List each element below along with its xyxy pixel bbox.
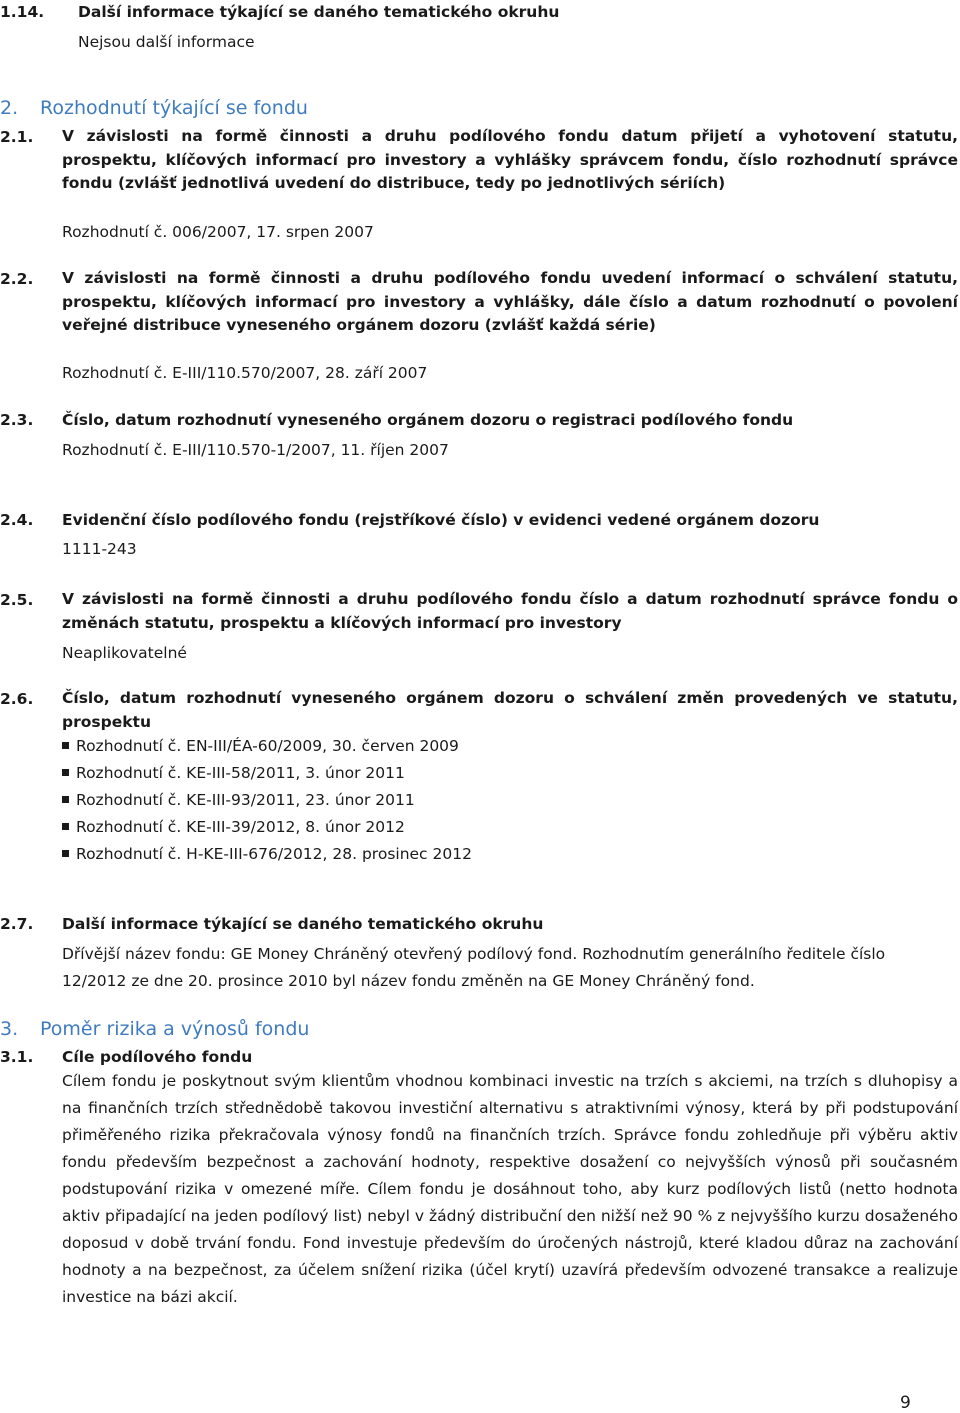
section-text: Rozhodnutí č. E-III/110.570/2007, 28. září 2007: [62, 364, 428, 382]
section-number: 2.7.: [0, 915, 34, 933]
section-text: Rozhodnutí č. 006/2007, 17. srpen 2007: [62, 223, 374, 241]
section-heading: V závislosti na formě činnosti a druhu podílového fondu číslo a datum rozhodnutí správce fondu o změnách statutu, prospektu a klíčových informací pro investory: [62, 590, 958, 632]
section-number: 3.1.: [0, 1048, 34, 1066]
list-item: Rozhodnutí č. KE-III-93/2011, 23. únor 2011: [62, 790, 415, 810]
bullet-square-icon: [62, 769, 69, 776]
section-number: 2.4.: [0, 511, 34, 529]
bullet-square-icon: [62, 823, 69, 830]
section-heading: Číslo, datum rozhodnutí vyneseného orgánem dozoru o schválení změn provedených ve statutu, prospektu: [62, 689, 958, 731]
bullet-square-icon: [62, 796, 69, 803]
section-heading: Cíle podílového fondu: [62, 1048, 253, 1066]
list-item: Rozhodnutí č. KE-III-58/2011, 3. únor 2011: [62, 763, 405, 783]
section-text: Cílem fondu je poskytnout svým klientům vhodnou kombinaci investic na trzích s akciemi, na trzích s dluhopisy a na finančních trzích střednědobě takovou investiční alternativu s atraktivními výnosy, která by při podstupování přiměřeného rizika překračovala výnosy fondů na finančních trzích. Správce fondu zohledňuje při výběru aktiv fondu především bezpečnost a zachování hodnoty, respektive dosažení co nejvyšších výnosů při současném podstupování rizika v omezené míře. Cílem fondu je dosáhnout toho, aby kurz podílových listů (netto hodnota aktiv připadající na jeden podílový list) nebyl v žádný distribuční den nižší než 90 % z nejvyššího kurzu dosaženého doposud v době trvání fondu. Fond investuje především do úročených nástrojů, které kladou důraz na zachování hodnoty a na bezpečnost, za účelem snížení rizika (účel krytí) uzavírá především odvozené transakce a realizuje investice na bázi akcií.: [62, 1072, 958, 1306]
chapter-number: 3.: [0, 1018, 19, 1040]
section-heading: Další informace týkající se daného tematického okruhu: [62, 915, 544, 933]
section-number: 2.2.: [0, 270, 34, 288]
section-text: Nejsou další informace: [78, 33, 255, 51]
bullet-square-icon: [62, 850, 69, 857]
section-number: 2.6.: [0, 690, 34, 708]
section-heading: V závislosti na formě činnosti a druhu podílového fondu uvedení informací o schválení statutu, prospektu, klíčových informací pro investory a vyhlášky, dále číslo a datum rozhodnutí o povolení veřejné distribuce vyneseného orgánem dozoru (zvlášť každá série): [62, 269, 958, 334]
page-number: 9: [900, 1393, 911, 1413]
chapter-heading: Poměr rizika a výnosů fondu: [40, 1018, 310, 1040]
section-heading: Další informace týkající se daného tematického okruhu: [78, 3, 560, 21]
list-item: Rozhodnutí č. H-KE-III-676/2012, 28. prosinec 2012: [62, 844, 472, 864]
section-text: 1111-243: [62, 540, 137, 558]
list-item: Rozhodnutí č. EN-III/ÉA-60/2009, 30. červen 2009: [62, 736, 459, 756]
section-number: 1.14.: [0, 3, 45, 21]
section-heading: V závislosti na formě činnosti a druhu podílového fondu datum přijetí a vyhotovení statutu, prospektu, klíčových informací pro investory a vyhlášky správcem fondu, číslo rozhodnutí správce fondu (zvlášť jednotlivá uvedení do distribuce, tedy po jednotlivých sériích): [62, 127, 958, 192]
section-number: 2.1.: [0, 128, 34, 146]
section-heading: Číslo, datum rozhodnutí vyneseného orgánem dozoru o registraci podílového fondu: [62, 411, 794, 429]
chapter-heading: Rozhodnutí týkající se fondu: [40, 97, 308, 119]
section-text: Dřívější název fondu: GE Money Chráněný otevřený podílový fond. Rozhodnutím generálního ředitele číslo 12/2012 ze dne 20. prosince 2010 byl název fondu změněn na GE Money Chráněný fond.: [62, 945, 886, 990]
section-number: 2.3.: [0, 411, 34, 429]
section-heading: Evidenční číslo podílového fondu (rejstříkové číslo) v evidenci vedené orgánem dozoru: [62, 511, 820, 529]
bullet-square-icon: [62, 742, 69, 749]
section-number: 2.5.: [0, 591, 34, 609]
list-item: Rozhodnutí č. KE-III-39/2012, 8. únor 2012: [62, 817, 405, 837]
section-text: Neaplikovatelné: [62, 644, 187, 662]
section-text: Rozhodnutí č. E-III/110.570-1/2007, 11. říjen 2007: [62, 441, 449, 459]
chapter-number: 2.: [0, 97, 19, 119]
